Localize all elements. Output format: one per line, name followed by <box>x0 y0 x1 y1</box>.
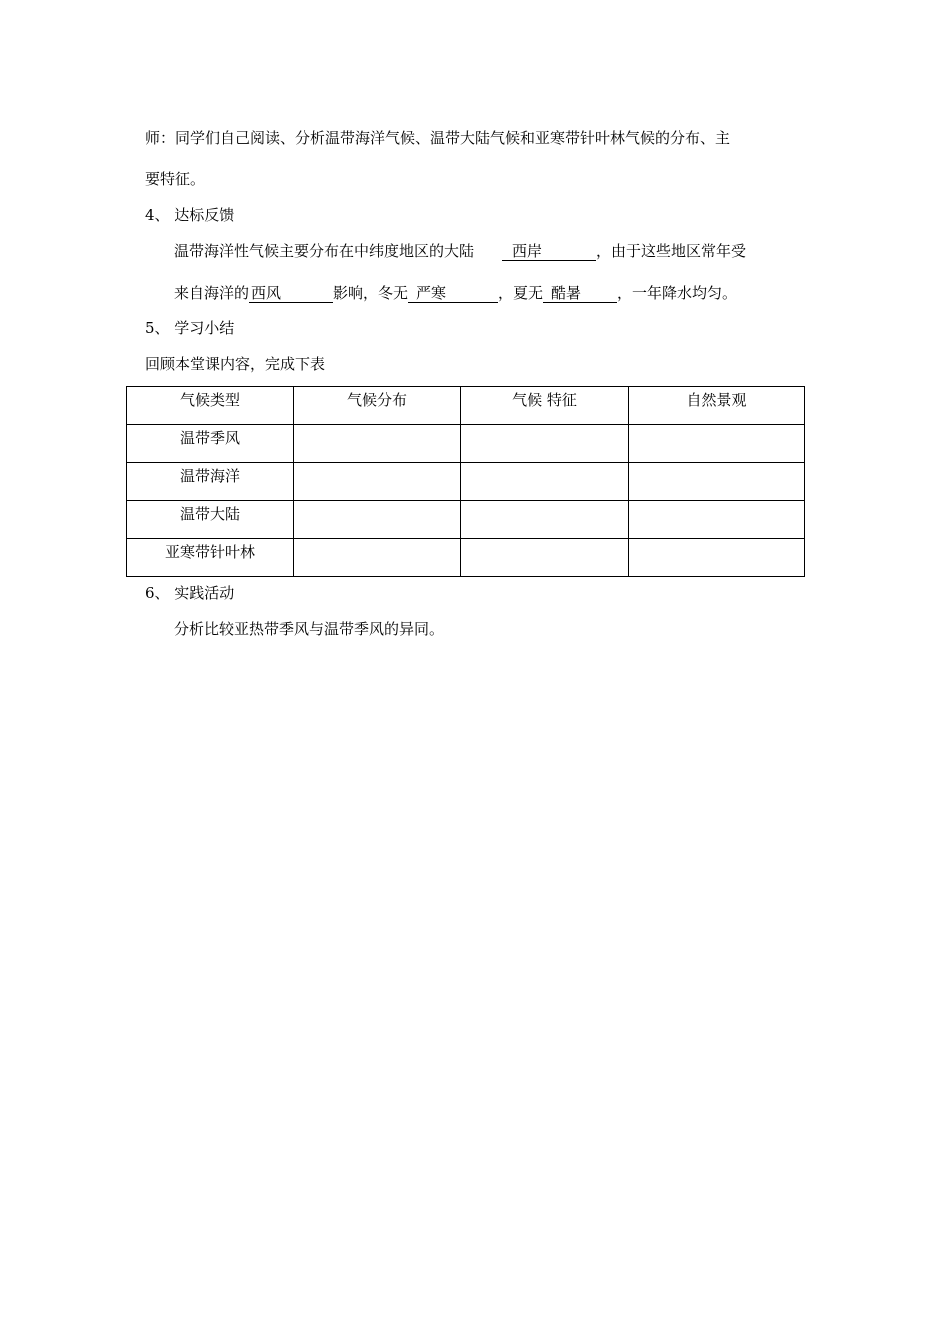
table-header-cell: 自然景观 <box>629 387 805 425</box>
section-5-heading: 5、 学习小结 <box>145 319 235 337</box>
table-header-row <box>127 387 805 425</box>
answer-blank-severe-cold: 严寒 <box>408 284 498 303</box>
question-line-1 <box>174 241 746 261</box>
table-header-cell: 气候类型 <box>127 387 294 425</box>
blank-cell[interactable] <box>461 463 629 501</box>
climate-type-cell: 温带海洋 <box>127 463 294 501</box>
question-text-1: 温带海洋性气候主要分布在中纬度地区的大陆 <box>174 242 475 260</box>
blank-cell[interactable] <box>629 501 805 539</box>
table-header-cell: 气候分布 <box>294 387 461 425</box>
question-text-3: 来自海洋的 <box>174 284 250 302</box>
practice-task: 分析比较亚热带季风与温带季风的异同。 <box>174 620 445 638</box>
intro-line-1: 师：同学们自己阅读、分析温带海洋气候、温带大陆气候和亚寒带针叶林气候的分布、主 <box>145 129 731 147</box>
table-row <box>127 539 805 577</box>
table-header-cell: 气候 特征 <box>461 387 629 425</box>
blank-cell[interactable] <box>629 463 805 501</box>
climate-type-cell: 温带季风 <box>127 425 294 463</box>
question-text-2: ，由于这些地区常年受 <box>596 242 747 260</box>
table-row <box>127 501 805 539</box>
answer-blank-westerlies: 西风 <box>249 284 333 303</box>
blank-cell[interactable] <box>461 425 629 463</box>
question-text-4: 影响，冬无 <box>333 284 409 302</box>
table-row <box>127 463 805 501</box>
table-row <box>127 425 805 463</box>
climate-type-cell: 温带大陆 <box>127 501 294 539</box>
section-4-heading: 4、 达标反馈 <box>145 206 235 224</box>
intro-line-2: 要特征。 <box>145 170 206 188</box>
question-text-6: ，一年降水均匀。 <box>617 284 738 302</box>
blank-cell[interactable] <box>294 501 461 539</box>
climate-summary-table <box>126 386 805 577</box>
blank-cell[interactable] <box>294 539 461 577</box>
section-6-heading: 6、 实践活动 <box>145 584 235 602</box>
question-line-2 <box>174 283 737 303</box>
blank-cell[interactable] <box>294 425 461 463</box>
climate-type-cell: 亚寒带针叶林 <box>127 539 294 577</box>
blank-cell[interactable] <box>629 425 805 463</box>
blank-cell[interactable] <box>294 463 461 501</box>
blank-cell[interactable] <box>461 539 629 577</box>
blank-cell[interactable] <box>629 539 805 577</box>
question-text-5: ，夏无 <box>498 284 544 302</box>
answer-blank-west-coast: 西岸 <box>502 242 596 261</box>
table-instruction: 回顾本堂课内容，完成下表 <box>145 355 326 373</box>
blank-cell[interactable] <box>461 501 629 539</box>
answer-blank-scorching-heat: 酷暑 <box>543 284 617 303</box>
